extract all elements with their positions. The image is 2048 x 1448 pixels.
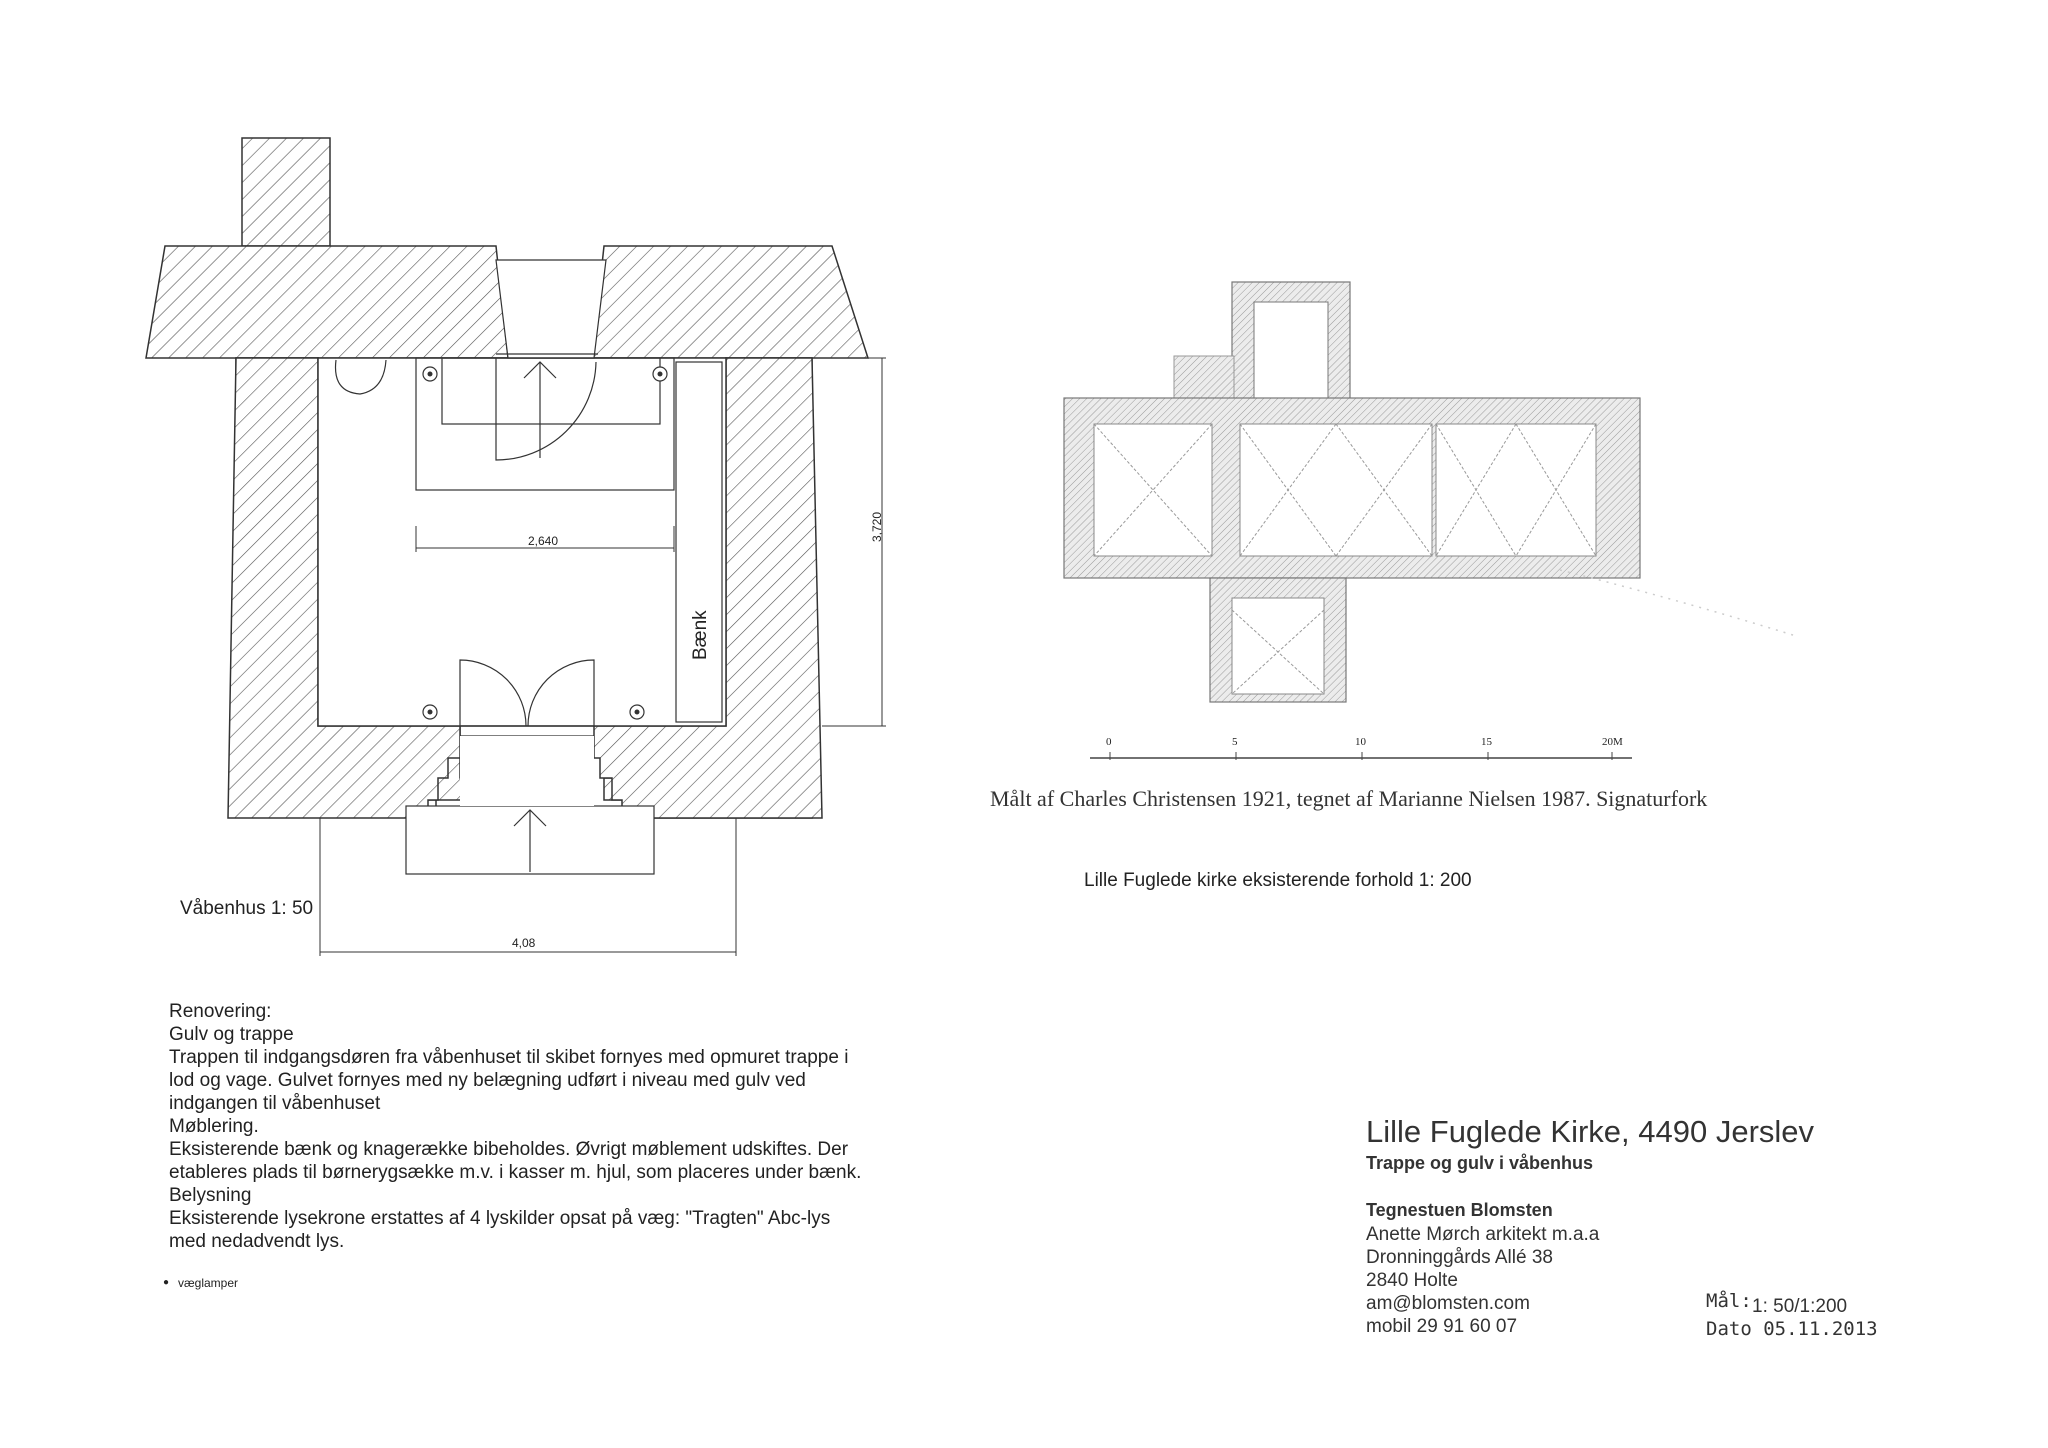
scale-label: Mål: bbox=[1706, 1290, 1752, 1312]
church-plan-caption: Lille Fuglede kirke eksisterende forhold 1: 200 bbox=[1084, 870, 1472, 891]
project-title: Lille Fuglede Kirke, 4490 Jerslev bbox=[1366, 1114, 1815, 1149]
bench bbox=[676, 362, 722, 722]
church-wall-right bbox=[592, 246, 868, 358]
church-plan-credit: Målt af Charles Christensen 1921, tegnet af Marianne Nielsen 1987. Signaturfork bbox=[990, 786, 1708, 811]
scale-tick-label: 15 bbox=[1481, 736, 1492, 748]
notes-line: Eksisterende bænk og knagerække bibeholdes. Øvrigt møblement udskiftes. Der bbox=[169, 1139, 849, 1160]
wall-lamp-icon bbox=[423, 367, 437, 381]
legend-label: væglamper bbox=[178, 1276, 239, 1290]
email: am@blomsten.com bbox=[1366, 1293, 1530, 1314]
wall-lamp-icon bbox=[653, 367, 667, 381]
notes-line: Renovering: bbox=[169, 1001, 272, 1022]
architect-name: Anette Mørch arkitekt m.a.a bbox=[1366, 1224, 1600, 1245]
dimension-width-label: 2,640 bbox=[528, 534, 559, 548]
address-city: 2840 Holte bbox=[1366, 1270, 1458, 1291]
notes-line: lod og vage. Gulvet fornyes med ny belægning udført i niveau med gulv ved bbox=[169, 1070, 806, 1091]
notes-line: Møblering. bbox=[169, 1116, 259, 1137]
legend-lamp-icon: ● bbox=[163, 1277, 170, 1288]
project-subtitle: Trappe og gulv i våbenhus bbox=[1366, 1153, 1594, 1173]
scale-tick-label: 10 bbox=[1355, 736, 1366, 748]
bench-label: Bænk bbox=[690, 610, 711, 660]
notes-line: indgangen til våbenhuset bbox=[169, 1093, 381, 1114]
chimney-wall bbox=[242, 138, 330, 246]
address-street: Dronninggårds Allé 38 bbox=[1366, 1247, 1553, 1268]
scale-tick-label: 0 bbox=[1106, 736, 1112, 748]
scale-tick-label: 5 bbox=[1232, 736, 1238, 748]
notes-line: Belysning bbox=[169, 1185, 252, 1206]
church-wall bbox=[146, 246, 508, 358]
dimension-depth-label: 3,720 bbox=[870, 511, 884, 542]
porch-plan-label: Våbenhus 1: 50 bbox=[180, 898, 314, 919]
notes-line: etableres plads til børnerygsække m.v. i kasser m. hjul, som placeres under bænk. bbox=[169, 1162, 862, 1183]
notes-line: Gulv og trappe bbox=[169, 1024, 294, 1045]
scale-tick-label: 20M bbox=[1602, 736, 1623, 748]
phone: mobil 29 91 60 07 bbox=[1366, 1316, 1518, 1337]
church-doorway bbox=[496, 260, 606, 358]
porch-floor bbox=[318, 358, 726, 726]
scale-value: 1: 50/1:200 bbox=[1752, 1296, 1848, 1317]
office-name: Tegnestuen Blomsten bbox=[1366, 1200, 1553, 1220]
renovation-notes bbox=[169, 1000, 861, 1253]
drawing-date: Dato 05.11.2013 bbox=[1706, 1318, 1878, 1340]
wall-lamp-icon bbox=[423, 705, 437, 719]
wall-lamp-icon bbox=[630, 705, 644, 719]
dimension-outer-label: 4,08 bbox=[512, 936, 536, 950]
notes-line: Eksisterende lysekrone erstattes af 4 lyskilder opsat på væg: "Tragten" Abc-lys bbox=[169, 1208, 831, 1229]
notes-line: Trappen til indgangsdøren fra våbenhuset til skibet fornyes med opmuret trappe i bbox=[169, 1047, 849, 1068]
notes-line: med nedadvendt lys. bbox=[169, 1231, 345, 1252]
